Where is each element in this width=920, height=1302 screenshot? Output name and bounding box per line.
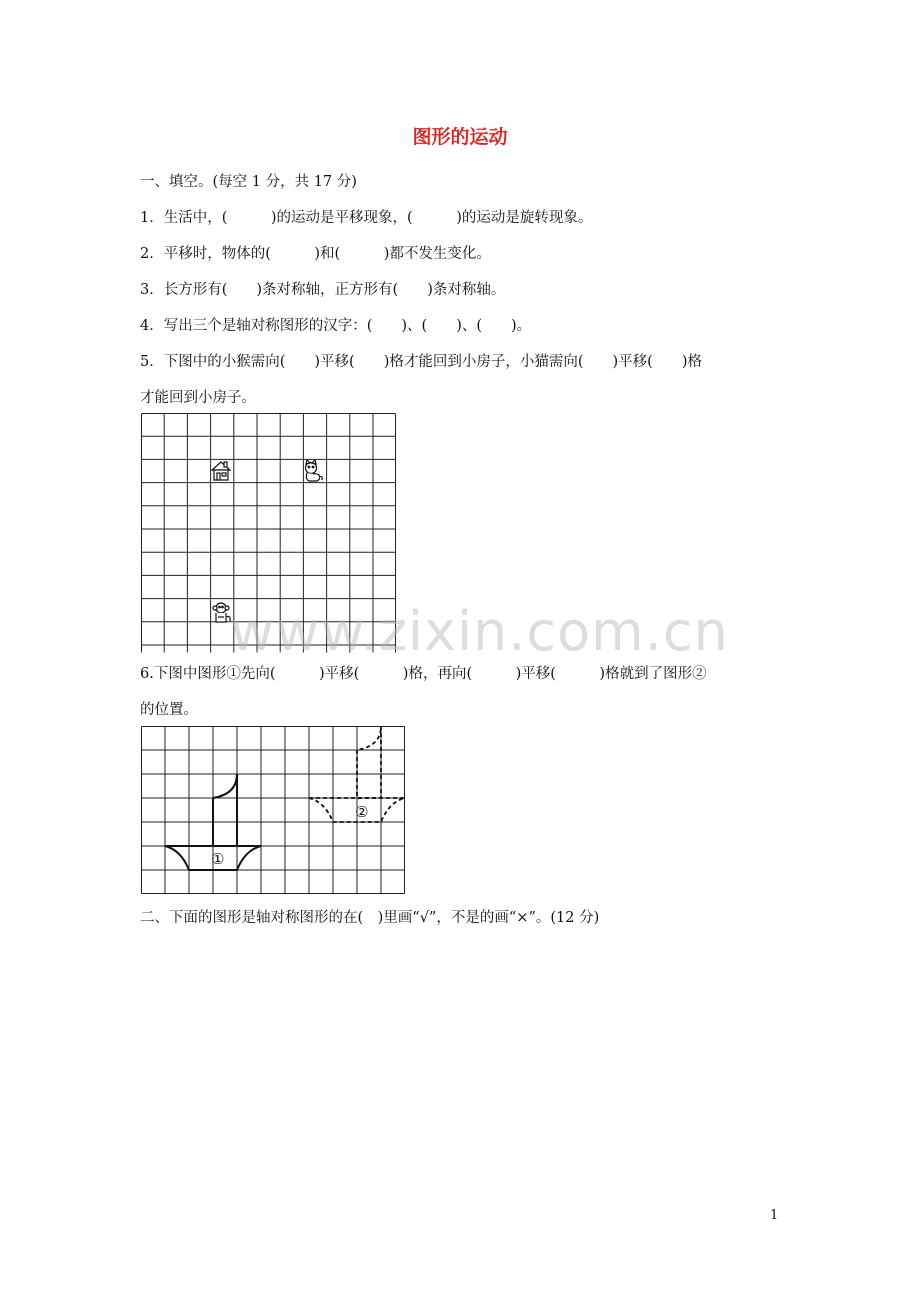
cat-icon — [306, 460, 323, 481]
question-6-line1: 6.下图中图形①先向( )平移( )格，再向( )平移( )格就到了图形② — [140, 666, 707, 682]
house-icon — [212, 462, 230, 480]
section1-heading: 一、填空。(每空 1 分，共 17 分) — [140, 174, 357, 190]
monkey-icon — [213, 603, 230, 622]
question-5-line2: 才能回到小房子。 — [140, 390, 256, 406]
question-6-line2: 的位置。 — [140, 702, 198, 718]
question-4: 4．写出三个是轴对称图形的汉字：( )、( )、( )。 — [140, 318, 532, 334]
shape-1-label: ① — [211, 850, 225, 868]
question-3: 3．长方形有( )条对称轴，正方形有( )条对称轴。 — [140, 282, 506, 298]
section2-heading: 二、下面的图形是轴对称图形的在( )里画“√”，不是的画“×”。(12 分) — [140, 910, 600, 926]
watermark: www.zixin.com.cn — [230, 600, 729, 663]
question-5-line1: 5．下图中的小猴需向( )平移( )格才能回到小房子，小猫需向( )平移( )格 — [140, 354, 702, 370]
shape-2-label: ② — [355, 803, 369, 821]
question-1: 1．生活中，( )的运动是平移现象，( )的运动是旋转现象。 — [140, 210, 593, 226]
grid-figure-2 — [141, 726, 405, 894]
page-number: 1 — [770, 1208, 779, 1223]
page-title: 图形的运动 — [412, 126, 508, 148]
question-2: 2．平移时，物体的( )和( )都不发生变化。 — [140, 246, 491, 262]
